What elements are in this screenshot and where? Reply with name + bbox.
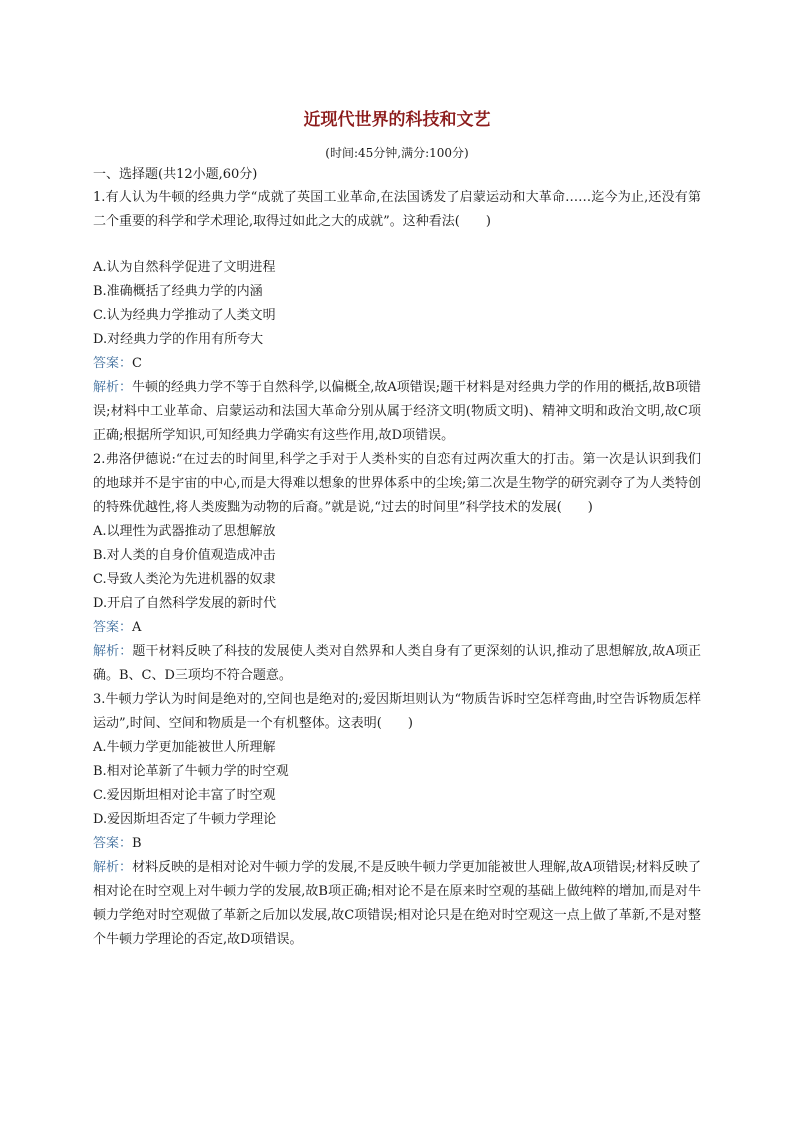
exam-info: (时间:45分钟,满分:100分) (325, 146, 469, 160)
answer-line (93, 832, 701, 856)
section-heading: 一、选择题(共12小题,60分) (93, 167, 258, 182)
explanation-text: 材料反映的是相对论对牛顿力学的发展,不是反映牛顿力学更加能被世人理解,故A项错误;材料反映了相对论在时空观上对牛顿力学的发展,故B项正确;相对论不是在原来时空观的基础上做纯粹的增加,而是对牛顿力学绝对时空观做了革新之后加以发展,故C项错误;相对论只是在绝对时空观这一点上做了革新,不是对整个牛顿力学理论的否定,故D项错误。 (93, 860, 701, 947)
explanation-label: 解析： (93, 380, 133, 395)
option-a: A.认为自然科学促进了文明进程 (93, 260, 276, 275)
answer-line (93, 616, 701, 640)
answer-line (93, 352, 701, 376)
option-c: C.导致人类沦为先进机器的奴隶 (93, 572, 276, 587)
answer-value: A (132, 620, 142, 635)
option-d: D.对经典力学的作用有所夸大 (93, 332, 264, 347)
question-2 (93, 448, 701, 688)
explanation (93, 376, 701, 448)
option-a: A.牛顿力学更加能被世人所理解 (93, 740, 276, 755)
explanation-text: 牛顿的经典力学不等于自然科学,以偏概全,故A项错误;题干材料是对经典力学的作用的概括,故B项错误;材料中工业革命、启蒙运动和法国大革命分别从属于经济文明(物质文明)、精神文明和政治文明,故C项正确;根据所学知识,可知经典力学确实有这些作用,故D项错误。 (93, 380, 701, 443)
answer-label: 答案： (93, 620, 133, 635)
option-b: B.相对论革新了牛顿力学的时空观 (93, 764, 289, 779)
explanation (93, 640, 701, 688)
question-stem: 1.有人认为牛顿的经典力学“成就了英国工业革命,在法国诱发了启蒙运动和大革命……迄今为止,还没有第二个重要的科学和学术理论,取得过如此之大的成就”。这种看法( ) (93, 190, 701, 229)
explanation-label: 解析： (93, 860, 133, 875)
question-1 (93, 186, 701, 448)
answer-value: C (132, 356, 142, 371)
option-b: B.准确概括了经典力学的内涵 (93, 284, 263, 299)
question-3 (93, 688, 701, 952)
spacer (93, 234, 701, 256)
explanation-label: 解析： (93, 644, 133, 659)
page-title: 近现代世界的科技和文艺 (303, 110, 491, 130)
explanation-text: 题干材料反映了科技的发展使人类对自然界和人类自身有了更深刻的认识,推动了思想解放,故A项正确。B、C、D三项均不符合题意。 (93, 644, 701, 683)
option-c: C.认为经典力学推动了人类文明 (93, 308, 276, 323)
answer-label: 答案： (93, 836, 133, 851)
option-d: D.开启了自然科学发展的新时代 (93, 596, 277, 611)
option-d: D.爱因斯坦否定了牛顿力学理论 (93, 812, 277, 827)
option-b: B.对人类的自身价值观造成冲击 (93, 548, 276, 563)
option-a: A.以理性为武器推动了思想解放 (93, 524, 276, 539)
question-stem: 2.弗洛伊德说:“在过去的时间里,科学之手对于人类朴实的自恋有过两次重大的打击。第一次是认识到我们的地球并不是宇宙的中心,而是大得难以想象的世界体系中的尘埃;第二次是生物学的研究剥夺了为人类特创的特殊优越性,将人类废黜为动物的后裔。”就是说,“过去的时间里”科学技术的发展( ) (93, 452, 701, 515)
explanation (93, 856, 701, 952)
answer-value: B (132, 836, 142, 851)
answer-label: 答案： (93, 356, 133, 371)
option-c: C.爱因斯坦相对论丰富了时空观 (93, 788, 276, 803)
document-content (93, 108, 701, 952)
question-stem: 3.牛顿力学认为时间是绝对的,空间也是绝对的;爱因斯坦则认为“物质告诉时空怎样弯曲,时空告诉物质怎样运动”,时间、空间和物质是一个有机整体。这表明( ) (93, 692, 701, 731)
